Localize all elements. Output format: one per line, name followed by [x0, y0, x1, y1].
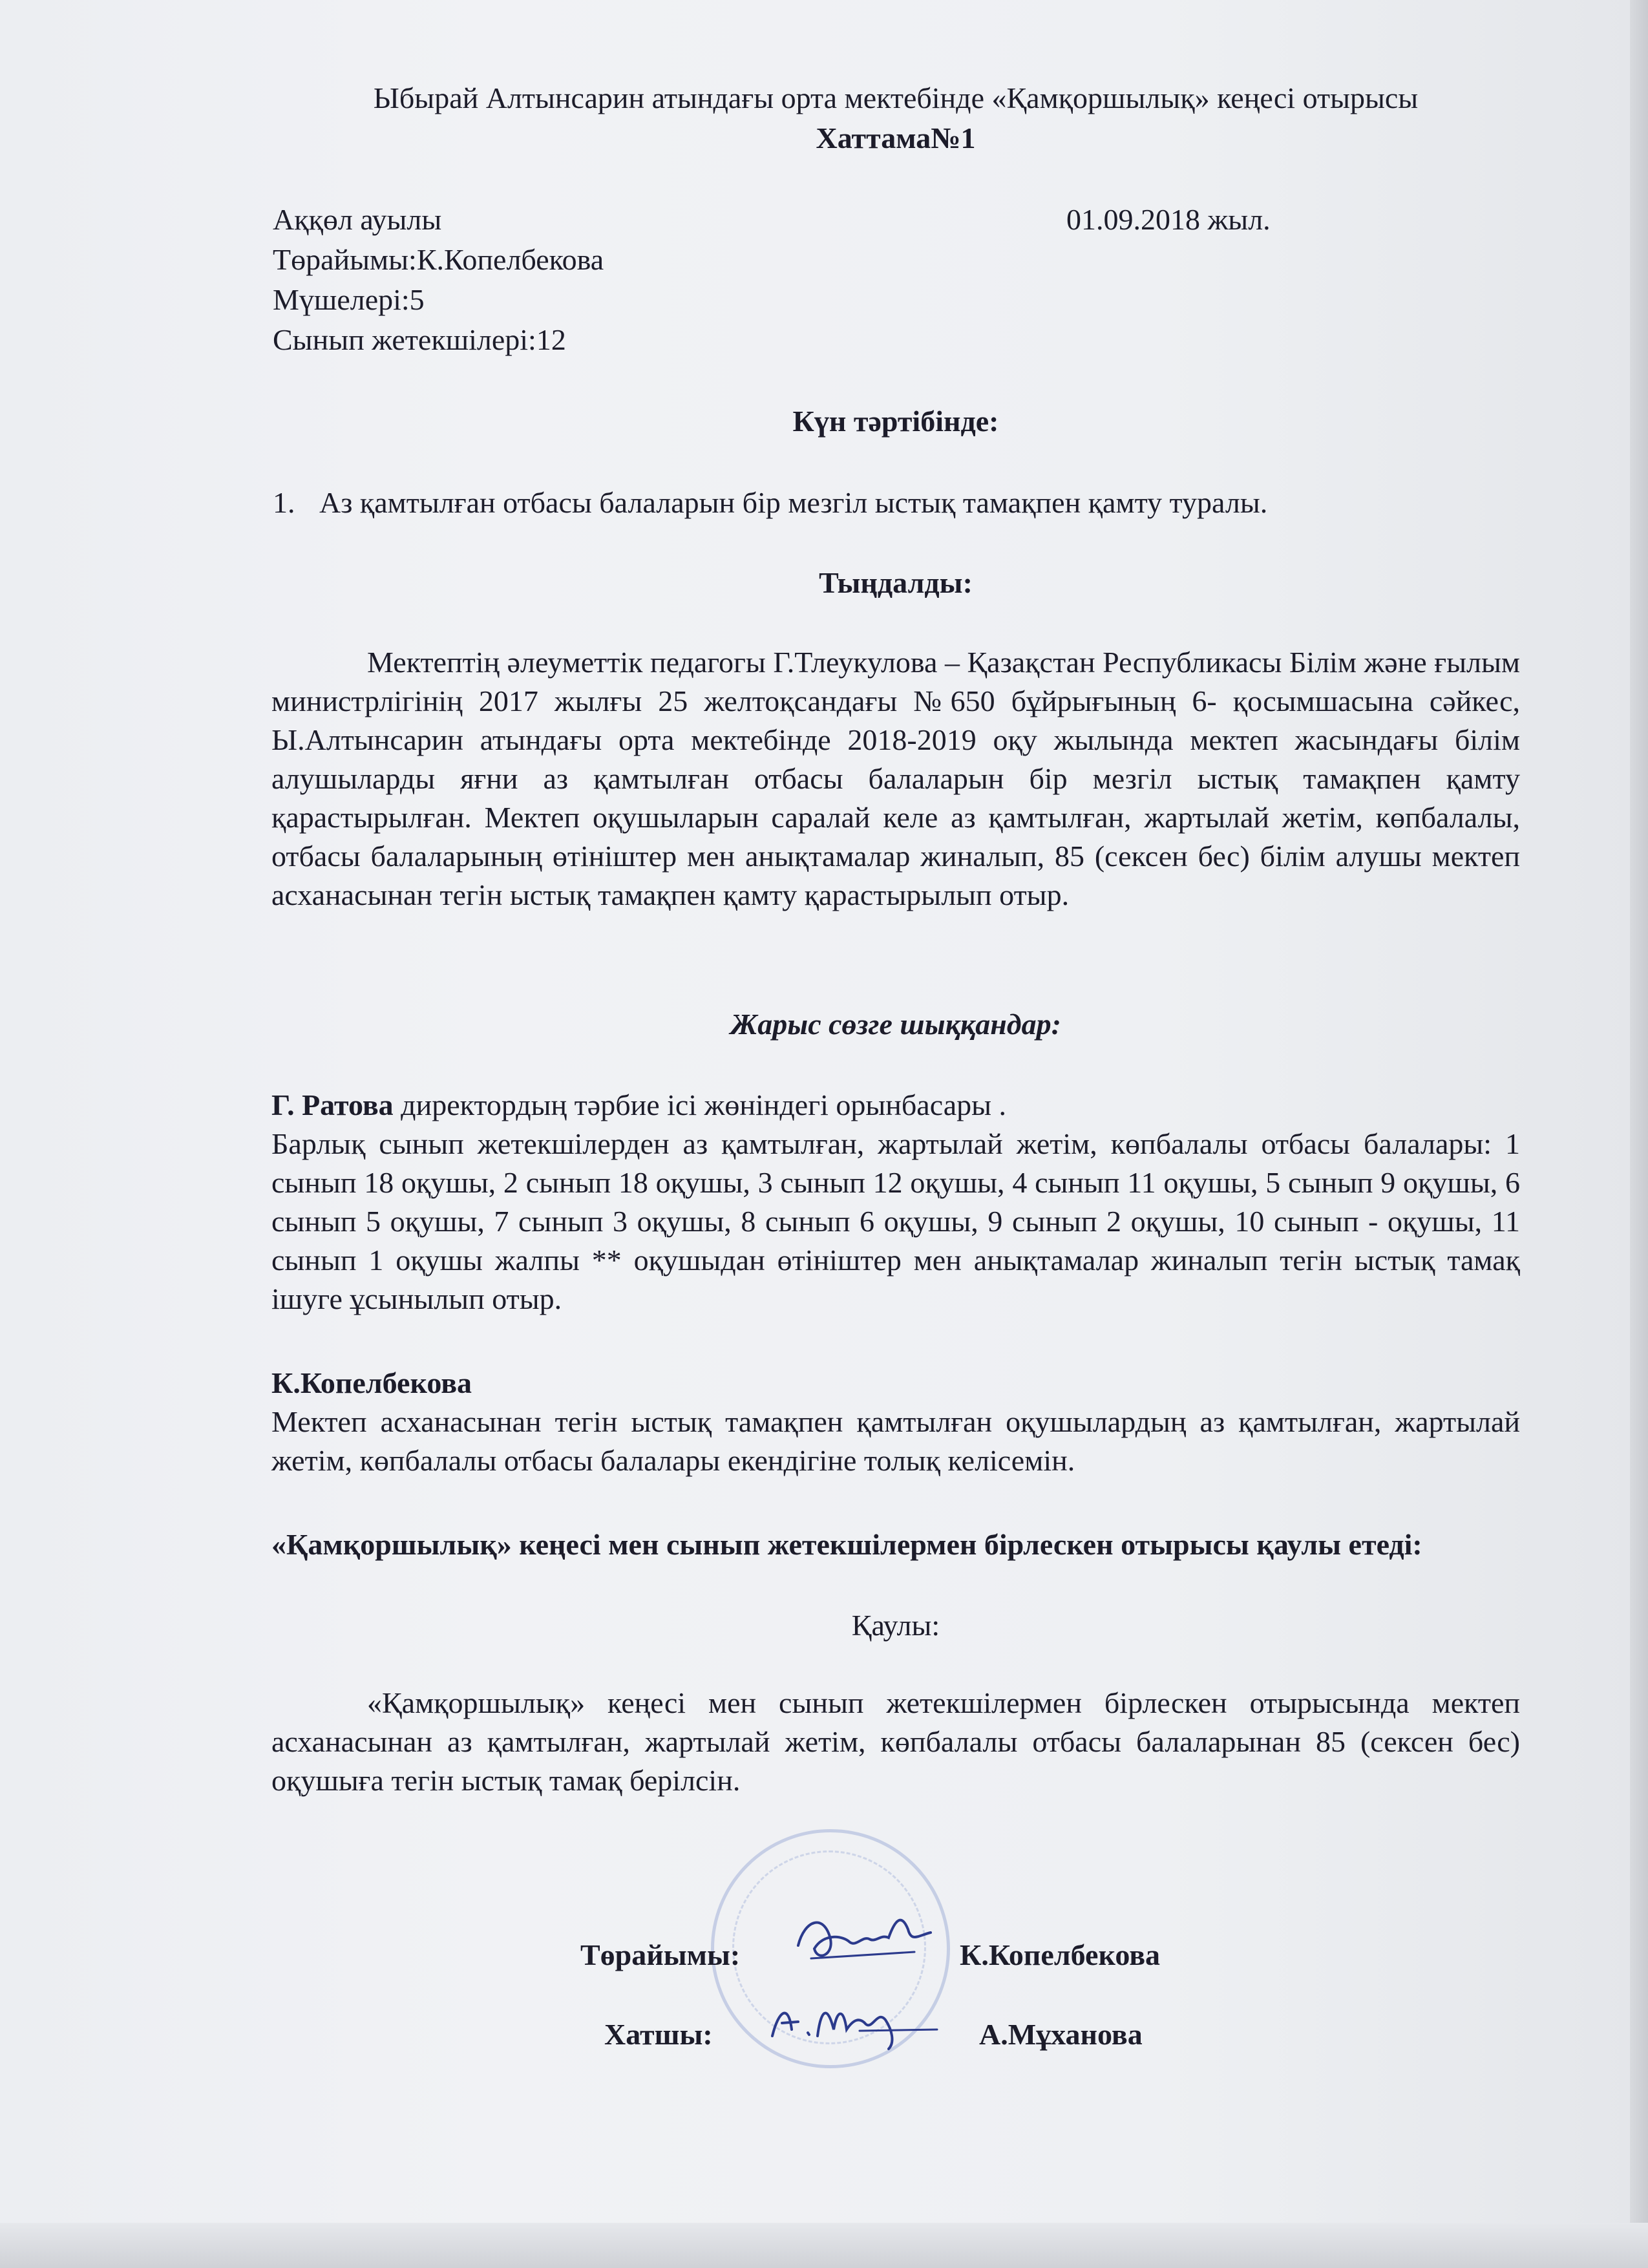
decision-intro: «Қамқоршылық» кеңесі мен сынып жетекшілермен бірлескен отырысы қаулы етеді: — [271, 1528, 1422, 1561]
speaker1-name: Г. Ратова — [271, 1088, 394, 1121]
meeting-place: Аққөл ауылы — [273, 203, 442, 236]
decision-body: «Қамқоршылық» кеңесі мен сынып жетекшілермен бірлескен отырысында мектеп асханасынан аз қамтылған, жартылай жетім, көпбалалы отбасы балаларынан 85 (сексен бес) оқушыға тегін ыстық тамақ берілсін. — [271, 1686, 1520, 1797]
agenda-item-number: 1. — [273, 486, 295, 519]
decision-heading: Қаулы: — [851, 1609, 940, 1642]
protocol-title: Хаттама№1 — [816, 122, 976, 154]
page-edge-right — [1630, 0, 1648, 2268]
speaker1-role: директордың тәрбие ісі жөніндегі орынбасары . — [393, 1088, 1007, 1121]
agenda-item-text: Аз қамтылған отбасы балаларын бір мезгіл ыстық тамақпен қамту туралы. — [319, 486, 1268, 519]
page-edge-bottom — [0, 2223, 1648, 2268]
secretary-signature — [763, 1984, 944, 2055]
agenda-heading: Күн тәртібінде: — [792, 405, 999, 438]
chair-line: Төрайымы:К.Копелбекова — [273, 243, 604, 276]
class-teachers-line: Сынып жетекшілері:12 — [273, 323, 566, 356]
speaker2-text: Мектеп асханасынан тегін ыстық тамақпен қамтылған оқушылардың аз қамтылған, жартылай жетім, көпбалалы отбасы балалары екендігіне толық келісемін. — [271, 1405, 1520, 1477]
chair-signature — [785, 1900, 940, 1978]
debate-heading: Жарыс сөзге шыққандар: — [730, 1008, 1061, 1041]
secretary-signature-name: А.Мұханова — [979, 2018, 1143, 2051]
chair-signature-label: Төрайымы: — [580, 1938, 741, 1971]
school-title: Ыбырай Алтынсарин атындағы орта мектебінде «Қамқоршылық» кеңесі отырысы — [373, 81, 1419, 114]
listened-body: Мектептің әлеуметтік педагогы Г.Тлеукулова – Қазақстан Республикасы Білім және ғылым министрлігінің 2017 жылғы 25 желтоқсандағы №650 бұйрығының 6- қосымшасына сәйкес, Ы.Алтынсарин атындағы орта мектебінде 2018-2019 оқу жылында мектеп жасындағы білім алушыларды яғни аз қамтылған отбасы балаларын бір мезгіл ыстық тамақпен қамту қарастырылған. Мектеп оқушыларын саралай келе аз қамтылған, жартылай жетім, көпбалалы, отбасы балаларының өтініштер мен анықтамалар жиналып, 85 (сексен бес) білім алушы мектеп асханасынан тегін ыстық тамақпен қамту қарастырылып отыр. — [271, 646, 1520, 911]
speaker1-text: Барлық сынып жетекшілерден аз қамтылған, жартылай жетім, көпбалалы отбасы балалары: 1 сынып 18 оқушы, 2 сынып 18 оқушы, 3 сынып 12 оқушы, 4 сынып 11 оқушы, 5 сынып 9 оқушы, 6 сынып 5 оқушы, 7 сынып 3 оқушы, 8 сынып 6 оқушы, 9 сынып 2 оқушы, 10 сынып - оқушы, 11 сынып 1 оқушы жалпы ** оқушыдан өтініштер мен анықтамалар жиналып тегін ыстық тамақ ішуге ұсынылып отыр. — [271, 1127, 1520, 1315]
members-line: Мүшелері:5 — [273, 283, 425, 316]
listened-heading: Тыңдалды: — [819, 566, 973, 599]
secretary-signature-label: Хатшы: — [604, 2018, 713, 2051]
speaker2-name: К.Копелбекова — [271, 1366, 472, 1399]
chair-signature-name: К.Копелбекова — [960, 1938, 1161, 1971]
meeting-date: 01.09.2018 жыл. — [1066, 203, 1271, 236]
speaker1-line — [271, 1086, 1520, 1125]
